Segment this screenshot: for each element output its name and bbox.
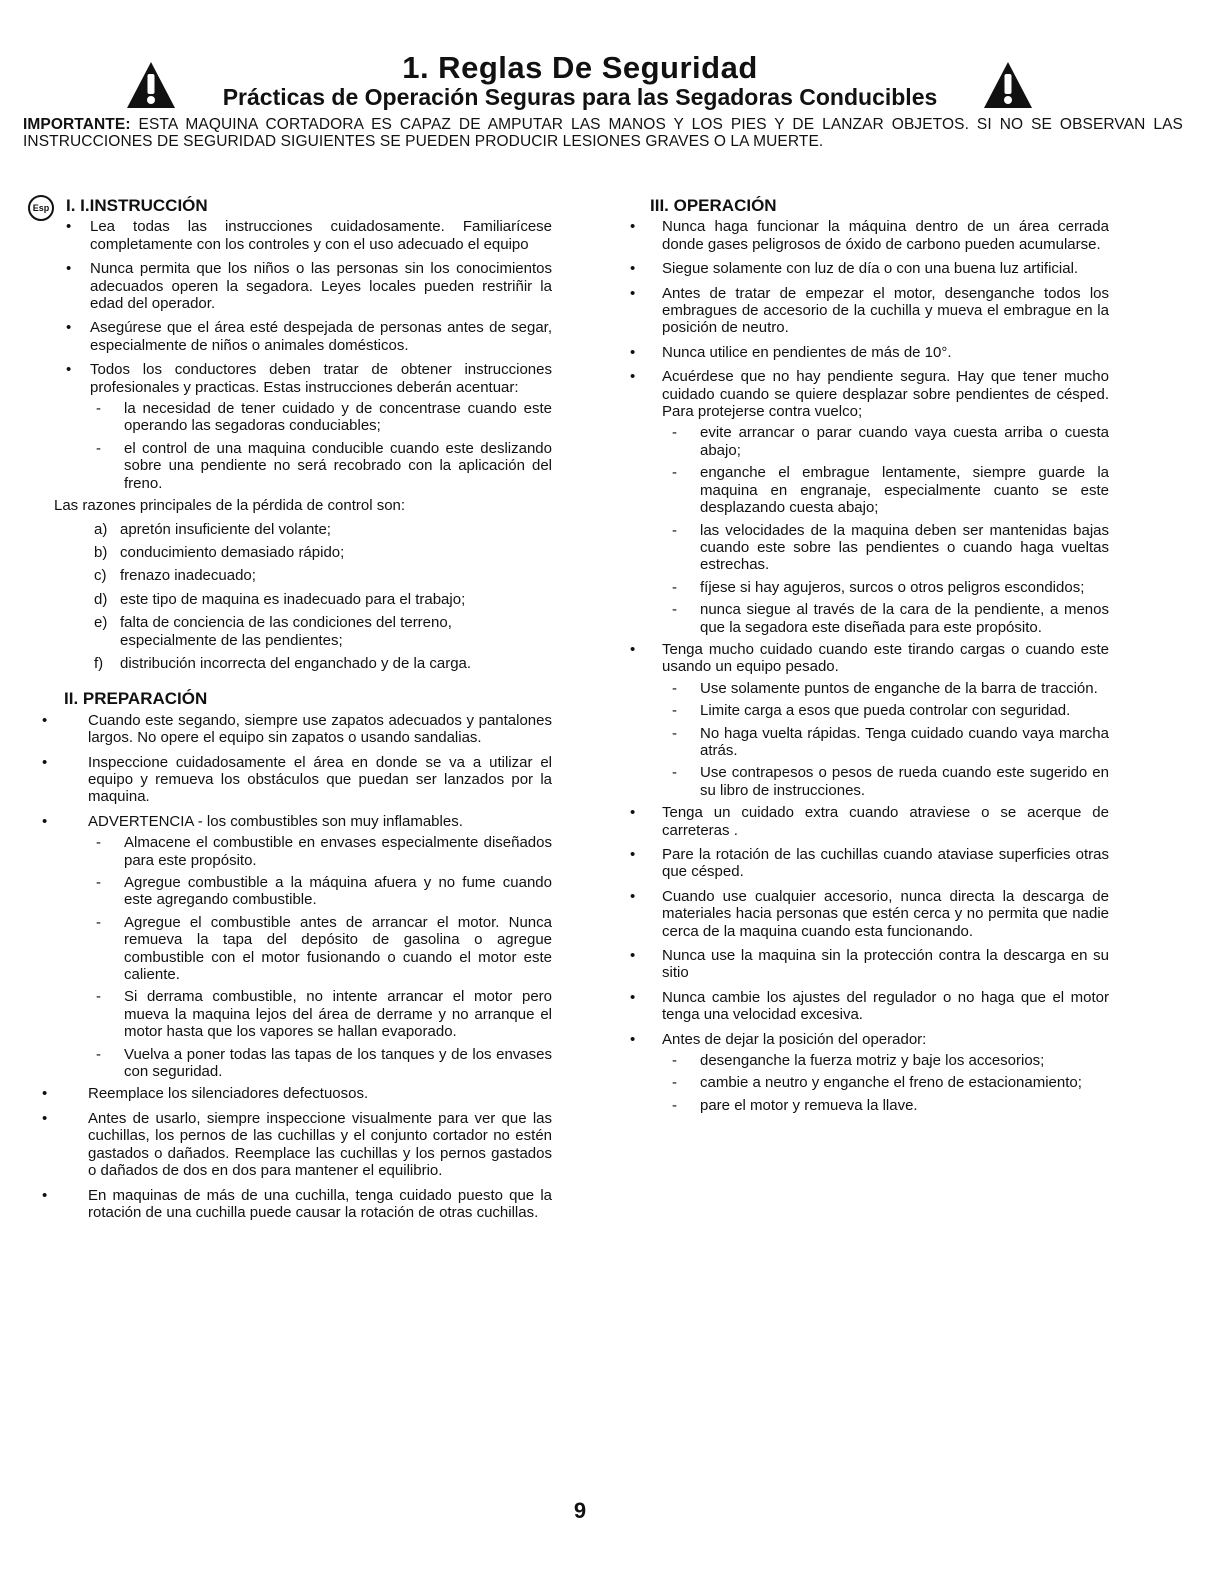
list-item: • Nunca permita que los niños o las personas sin los conocimientos adecuados operen la segadora. Leyes locales pueden restriñir la edad del operador. <box>66 260 552 312</box>
page-number: 9 <box>573 1498 587 1523</box>
list-item: • Antes de usarlo, siempre inspeccione visualmente para ver que las cuchillas, los pernos de las cuchillas y el conjunto cortador no estén gastados o dañados. Reemplace las cuchillas y los pernos gastados o dañados de dos en dos para mantener el equilibrio. <box>42 1110 552 1180</box>
list-item: • ADVERTENCIA - los combustibles son muy inflamables. <box>42 813 552 830</box>
right-column <box>634 197 1109 1119</box>
left-column <box>32 196 552 1228</box>
list-item: • Nunca utilice en pendientes de más de 10°. <box>630 344 1109 361</box>
sub-item: - enganche el embrague lentamente, siempre guarde la maquina en engranaje, especialmente cuanto se este desplazando cuesta abajo; <box>672 464 1109 516</box>
page-title: 1. Reglas De Seguridad <box>402 50 758 85</box>
reason-item: d) este tipo de maquina es inadecuado para el trabajo; <box>94 590 466 608</box>
sub-item: - la necesidad de tener cuidado y de concentrase cuando este operando las segadoras conduciables; <box>96 400 552 435</box>
sub-item: - Almacene el combustible en envases especialmente diseñados para este propósito. <box>96 834 552 869</box>
section-heading-preparacion: II. PREPARACIÓN <box>64 689 208 709</box>
sub-item: - pare el motor y remueva la llave. <box>672 1097 1109 1114</box>
reasons-intro: Las razones principales de la pérdida de control son: <box>54 497 406 515</box>
section-heading-operacion: III. OPERACIÓN <box>650 196 777 215</box>
sub-item: - evite arrancar o parar cuando vaya cuesta arriba o cuesta abajo; <box>672 424 1109 459</box>
language-badge-icon: Esp <box>28 195 54 221</box>
sub-item: - Use solamente puntos de enganche de la barra de tracción. <box>672 680 1109 697</box>
sub-item: - Agregue combustible a la máquina afuera y no fume cuando este agregando combustible. <box>96 874 552 909</box>
important-text: ESTA MAQUINA CORTADORA ES CAPAZ DE AMPUTAR LAS MANOS Y LOS PIES Y DE LANZAR OBJETOS. SI NO SE OBSERVAN LAS INSTRUCCIONES DE SEGURIDAD SIGUIENTES SE PUEDEN PRODUCIR LESIONES GRAVES O LA MUERTE. <box>23 116 1183 150</box>
list-item: • Lea todas las instrucciones cuidadosamente. Familiarícese completamente con los controles y con el uso adecuado el equipo <box>66 218 552 253</box>
section-heading-instruccion: Esp I. I.INSTRUCCIÓN <box>66 197 552 214</box>
list-item: • Nunca haga funcionar la máquina dentro de un área cerrada donde gases peligrosos de óxido de carbono pueden acumularse. <box>630 218 1109 253</box>
sub-item: - desenganche la fuerza motriz y baje los accesorios; <box>672 1052 1109 1069</box>
list-item: • Siegue solamente con luz de día o con una buena luz artificial. <box>630 260 1109 277</box>
sub-item: - el control de una maquina conducible cuando este deslizando sobre una pendiente no será recobrado con la aplicación del freno. <box>96 440 552 492</box>
list-item: • Pare la rotación de las cuchillas cuando ataviase superficies otras que césped. <box>630 846 1109 881</box>
list-item: • Cuando use cualquier accesorio, nunca directa la descarga de materiales hacia personas que estén cerca y no permita que nadie cerca de la maquina cuando esta funcionando. <box>630 888 1109 940</box>
list-item: • Antes de tratar de empezar el motor, desenganche todos los embragues de accesorio de la cuchilla y mueva el embrague en la posición de neutro. <box>630 285 1109 337</box>
list-item: • Reemplace los silenciadores defectuosos. <box>42 1085 552 1102</box>
list-item: • Asegúrese que el área esté despejada de personas antes de segar, especialmente de niños o animales domésticos. <box>66 319 552 354</box>
sub-item: - Vuelva a poner todas las tapas de los tanques y de los envases con seguridad. <box>96 1046 552 1081</box>
reason-item: e) falta de conciencia de las condiciones del terreno, especialmente de las pendientes; <box>94 614 452 649</box>
list-item: • Nunca use la maquina sin la protección contra la descarga en su sitio <box>630 947 1109 982</box>
sub-item: - Si derrama combustible, no intente arrancar el motor pero mueva la maquina lejos del área de derrame y no arranque el motor hasta que los vapores se hallan evaporado. <box>96 988 552 1040</box>
list-item: • Nunca cambie los ajustes del regulador o no haga que el motor tenga una velocidad excesiva. <box>630 989 1109 1024</box>
sub-item: - Agregue el combustible antes de arrancar el motor. Nunca remueva la tapa del depósito de gasolina o agregue combustible con el motor fusionando o cuando el motor este caliente. <box>96 914 552 984</box>
important-warning <box>23 116 1183 150</box>
sub-item: - No haga vuelta rápidas. Tenga cuidado cuando vaya marcha atrás. <box>672 725 1109 760</box>
sub-item: - las velocidades de la maquina deben ser mantenidas bajas cuando este sobre las pendientes o cuando haga vueltas estrechas. <box>672 522 1109 574</box>
list-item: • Tenga un cuidado extra cuando atraviese o se acerque de carreteras . <box>630 804 1109 839</box>
list-item: • Inspeccione cuidadosamente el área en donde se va a utilizar el equipo y remueva los obstáculos que puedan ser lanzados por la maquina. <box>42 754 552 806</box>
list-item: • Acuérdese que no hay pendiente segura. Hay que tener mucho cuidado cuando se quiere desplazar sobre pendientes de césped. Para protejerse contra vuelco; <box>630 368 1109 420</box>
sub-item: - Use contrapesos o pesos de rueda cuando este sugerido en su libro de instrucciones. <box>672 764 1109 799</box>
sub-item: - fíjese si hay agujeros, surcos o otros peligros escondidos; <box>672 579 1109 596</box>
sub-item: - nunca siegue al través de la cara de la pendiente, a menos que la segadora este diseñada para este propósito. <box>672 601 1109 636</box>
reason-item: b) conducimiento demasiado rápido; <box>94 543 345 561</box>
sub-item: - cambie a neutro y enganche el freno de estacionamiento; <box>672 1074 1109 1091</box>
reason-item: c) frenazo inadecuado; <box>94 567 256 585</box>
list-item: • En maquinas de más de una cuchilla, tenga cuidado puesto que la rotación de una cuchilla puede causar la rotación de otras cuchillas. <box>42 1187 552 1222</box>
list-item: • Cuando este segando, siempre use zapatos adecuados y pantalones largos. No opere el equipo sin zapatos o usando sandalias. <box>42 712 552 747</box>
list-item: • Todos los conductores deben tratar de obtener instrucciones profesionales y practicas. Estas instrucciones deberán acentuar: <box>66 361 552 396</box>
sub-item: - Limite carga a esos que pueda controlar con seguridad. <box>672 702 1109 719</box>
list-item: • Tenga mucho cuidado cuando este tirando cargas o cuando este usando un equipo pesado. <box>630 641 1109 676</box>
list-item: • Antes de dejar la posición del operador: <box>630 1031 1109 1048</box>
page-subtitle: Prácticas de Operación Seguras para las Segadoras Conducibles <box>222 84 938 110</box>
important-label: IMPORTANTE: <box>23 116 131 133</box>
reason-item: f) distribución incorrecta del enganchado y de la carga. <box>94 654 472 672</box>
reason-item: a) apretón insuficiente del volante; <box>94 520 331 538</box>
